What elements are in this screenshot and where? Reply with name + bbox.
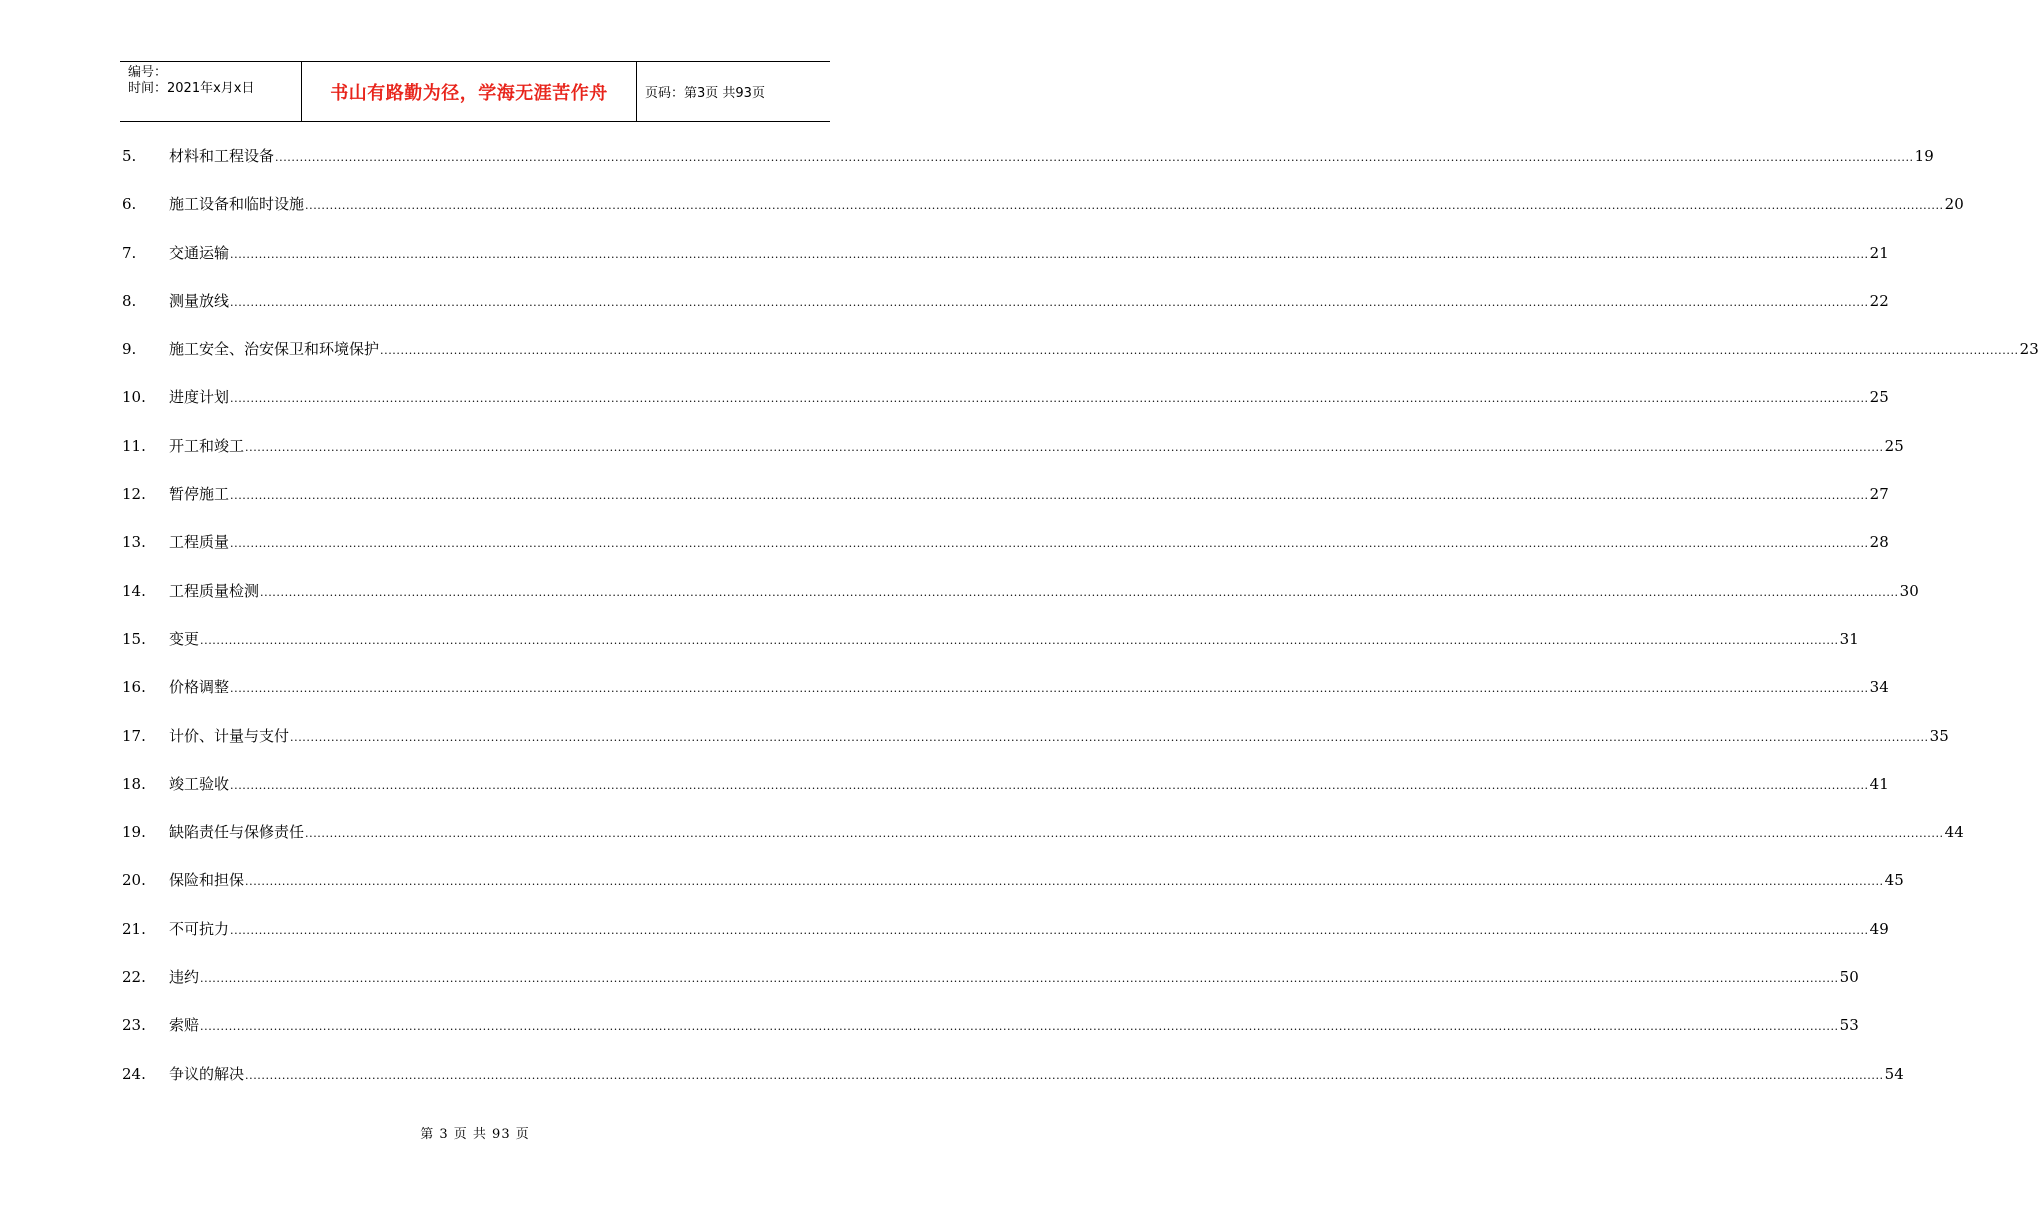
toc-entry[interactable] [122, 868, 1904, 916]
toc-entry[interactable] [122, 482, 1889, 530]
toc-entry-number: 9. [122, 340, 137, 359]
toc-entry-number: 11. [122, 436, 146, 455]
toc-entry-page: 53 [1839, 1016, 1859, 1035]
toc-dot-leader: ................................................................................................................................................................................................................................................................................................................................................................................................................ [245, 1068, 1884, 1082]
toc-entry[interactable] [122, 675, 1889, 723]
toc-entry-number: 18. [122, 774, 146, 793]
toc-entry[interactable] [122, 434, 1904, 482]
toc-entry-number: 10. [122, 388, 146, 407]
toc-dot-leader: ................................................................................................................................................................................................................................................................................................................................................................................................................ [305, 199, 1944, 213]
toc-entry-page: 21 [1869, 243, 1889, 262]
header-number-label: 编号： [128, 65, 168, 80]
toc-entry-title: 工程质量检测 [169, 581, 260, 600]
toc-entry-page: 49 [1869, 919, 1889, 938]
toc-entry-number: 12. [122, 485, 146, 504]
toc-dot-leader: ................................................................................................................................................................................................................................................................................................................................................................................................................ [230, 392, 1869, 406]
toc-entry-title: 价格调整 [169, 678, 230, 697]
toc-entry-title: 变更 [169, 629, 200, 648]
toc-entry[interactable] [122, 1062, 1904, 1110]
toc-entry[interactable] [122, 241, 1889, 289]
toc-entry-page: 27 [1869, 485, 1889, 504]
toc-dot-leader: ................................................................................................................................................................................................................................................................................................................................................................................................................ [200, 1020, 1839, 1034]
toc-entry[interactable] [122, 385, 1889, 433]
toc-entry-number: 16. [122, 678, 146, 697]
toc-entry-number: 7. [122, 243, 137, 262]
toc-dot-leader: ................................................................................................................................................................................................................................................................................................................................................................................................................ [230, 682, 1869, 696]
toc-entry-page: 41 [1869, 774, 1889, 793]
toc-entry-number: 24. [122, 1064, 146, 1083]
toc-entry-number: 13. [122, 533, 146, 552]
toc-entry-page: 25 [1869, 388, 1889, 407]
toc-entry[interactable] [122, 820, 1964, 868]
toc-entry-number: 5. [122, 147, 137, 165]
toc-dot-leader: ................................................................................................................................................................................................................................................................................................................................................................................................................ [260, 585, 1899, 599]
page-header [120, 61, 830, 122]
toc-entry-title: 开工和竣工 [169, 436, 245, 455]
toc-dot-leader: ................................................................................................................................................................................................................................................................................................................................................................................................................ [230, 247, 1869, 261]
toc-entry-number: 21. [122, 919, 146, 938]
toc-dot-leader: ................................................................................................................................................................................................................................................................................................................................................................................................................ [230, 295, 1869, 309]
toc-entry[interactable] [122, 144, 1934, 192]
toc-dot-leader: ................................................................................................................................................................................................................................................................................................................................................................................................................ [380, 344, 2019, 358]
toc-entry-title: 工程质量 [169, 533, 230, 552]
toc-dot-leader: ................................................................................................................................................................................................................................................................................................................................................................................................................ [290, 730, 1929, 744]
toc-entry-title: 索赔 [169, 1016, 200, 1035]
toc-entry[interactable] [122, 965, 1859, 1013]
toc-dot-leader: ................................................................................................................................................................................................................................................................................................................................................................................................................ [245, 875, 1884, 889]
toc-entry-page: 35 [1929, 726, 1949, 745]
toc-entry-number: 19. [122, 823, 146, 842]
toc-entry-title: 施工安全、治安保卫和环境保护 [169, 340, 380, 359]
toc-entry-number: 20. [122, 871, 146, 890]
toc-entry-page: 28 [1869, 533, 1889, 552]
toc-dot-leader: ................................................................................................................................................................................................................................................................................................................................................................................................................ [230, 923, 1869, 937]
toc-entry-title: 测量放线 [169, 291, 230, 310]
toc-entry-number: 6. [122, 195, 137, 214]
toc-entry-page: 22 [1869, 291, 1889, 310]
header-page-info: 页码：第3页 共93页 [645, 86, 765, 101]
toc-entry-page: 31 [1839, 629, 1859, 648]
toc-entry-page: 20 [1944, 195, 1964, 214]
toc-dot-leader: ................................................................................................................................................................................................................................................................................................................................................................................................................ [230, 778, 1869, 792]
header-meta [120, 62, 301, 121]
toc-entry-title: 争议的解决 [169, 1064, 245, 1083]
toc-entry-page: 45 [1884, 871, 1904, 890]
toc-entry-page: 34 [1869, 678, 1889, 697]
toc-entry-number: 17. [122, 726, 146, 745]
toc-entry-title: 缺陷责任与保修责任 [169, 823, 305, 842]
toc-entry[interactable] [122, 530, 1889, 578]
toc-entry[interactable] [122, 627, 1859, 675]
page-footer: 第 3 页 共 93 页 [420, 1127, 530, 1142]
toc-entry-title: 竣工验收 [169, 774, 230, 793]
toc-entry-title: 施工设备和临时设施 [169, 195, 305, 214]
toc-entry[interactable] [122, 192, 1964, 240]
toc-dot-leader: ................................................................................................................................................................................................................................................................................................................................................................................................................ [230, 489, 1869, 503]
toc-dot-leader: ................................................................................................................................................................................................................................................................................................................................................................................................................ [230, 537, 1869, 551]
toc-dot-leader: ................................................................................................................................................................................................................................................................................................................................................................................................................ [275, 151, 1914, 164]
toc-entry-page: 30 [1899, 581, 1919, 600]
toc-entry-number: 22. [122, 968, 146, 987]
toc-entry[interactable] [122, 772, 1889, 820]
toc-entry-number: 15. [122, 629, 146, 648]
toc-entry-title: 计价、计量与支付 [169, 726, 290, 745]
toc-entry[interactable] [122, 579, 1919, 627]
toc-entry[interactable] [122, 337, 2039, 385]
toc-entry-number: 14. [122, 581, 146, 600]
header-motto: 书山有路勤为径，学海无涯苦作舟 [301, 62, 637, 121]
toc-dot-leader: ................................................................................................................................................................................................................................................................................................................................................................................................................ [245, 440, 1884, 454]
toc-entry-number: 8. [122, 291, 137, 310]
table-of-contents [122, 144, 2039, 1110]
header-time-label: 时间：2021年x月x日 [128, 81, 255, 96]
toc-entry-page: 50 [1839, 968, 1859, 987]
toc-entry-page: 54 [1884, 1064, 1904, 1083]
toc-entry[interactable] [122, 1013, 1859, 1061]
toc-entry[interactable] [122, 289, 1889, 337]
toc-entry-page: 25 [1884, 436, 1904, 455]
toc-entry-title: 违约 [169, 968, 200, 987]
toc-entry-title: 交通运输 [169, 243, 230, 262]
toc-entry-title: 保险和担保 [169, 871, 245, 890]
toc-entry-page: 23 [2019, 340, 2039, 359]
toc-entry-page: 44 [1944, 823, 1964, 842]
toc-entry[interactable] [122, 724, 1949, 772]
toc-entry-title: 进度计划 [169, 388, 230, 407]
toc-entry-title: 不可抗力 [169, 919, 230, 938]
toc-dot-leader: ................................................................................................................................................................................................................................................................................................................................................................................................................ [305, 827, 1944, 841]
toc-dot-leader: ................................................................................................................................................................................................................................................................................................................................................................................................................ [200, 972, 1839, 986]
toc-entry-number: 23. [122, 1016, 146, 1035]
toc-entry-page: 19 [1914, 147, 1934, 165]
toc-entry-title: 暂停施工 [169, 485, 230, 504]
toc-dot-leader: ................................................................................................................................................................................................................................................................................................................................................................................................................ [200, 633, 1839, 647]
toc-entry[interactable] [122, 917, 1889, 965]
toc-entry-title: 材料和工程设备 [169, 147, 275, 165]
